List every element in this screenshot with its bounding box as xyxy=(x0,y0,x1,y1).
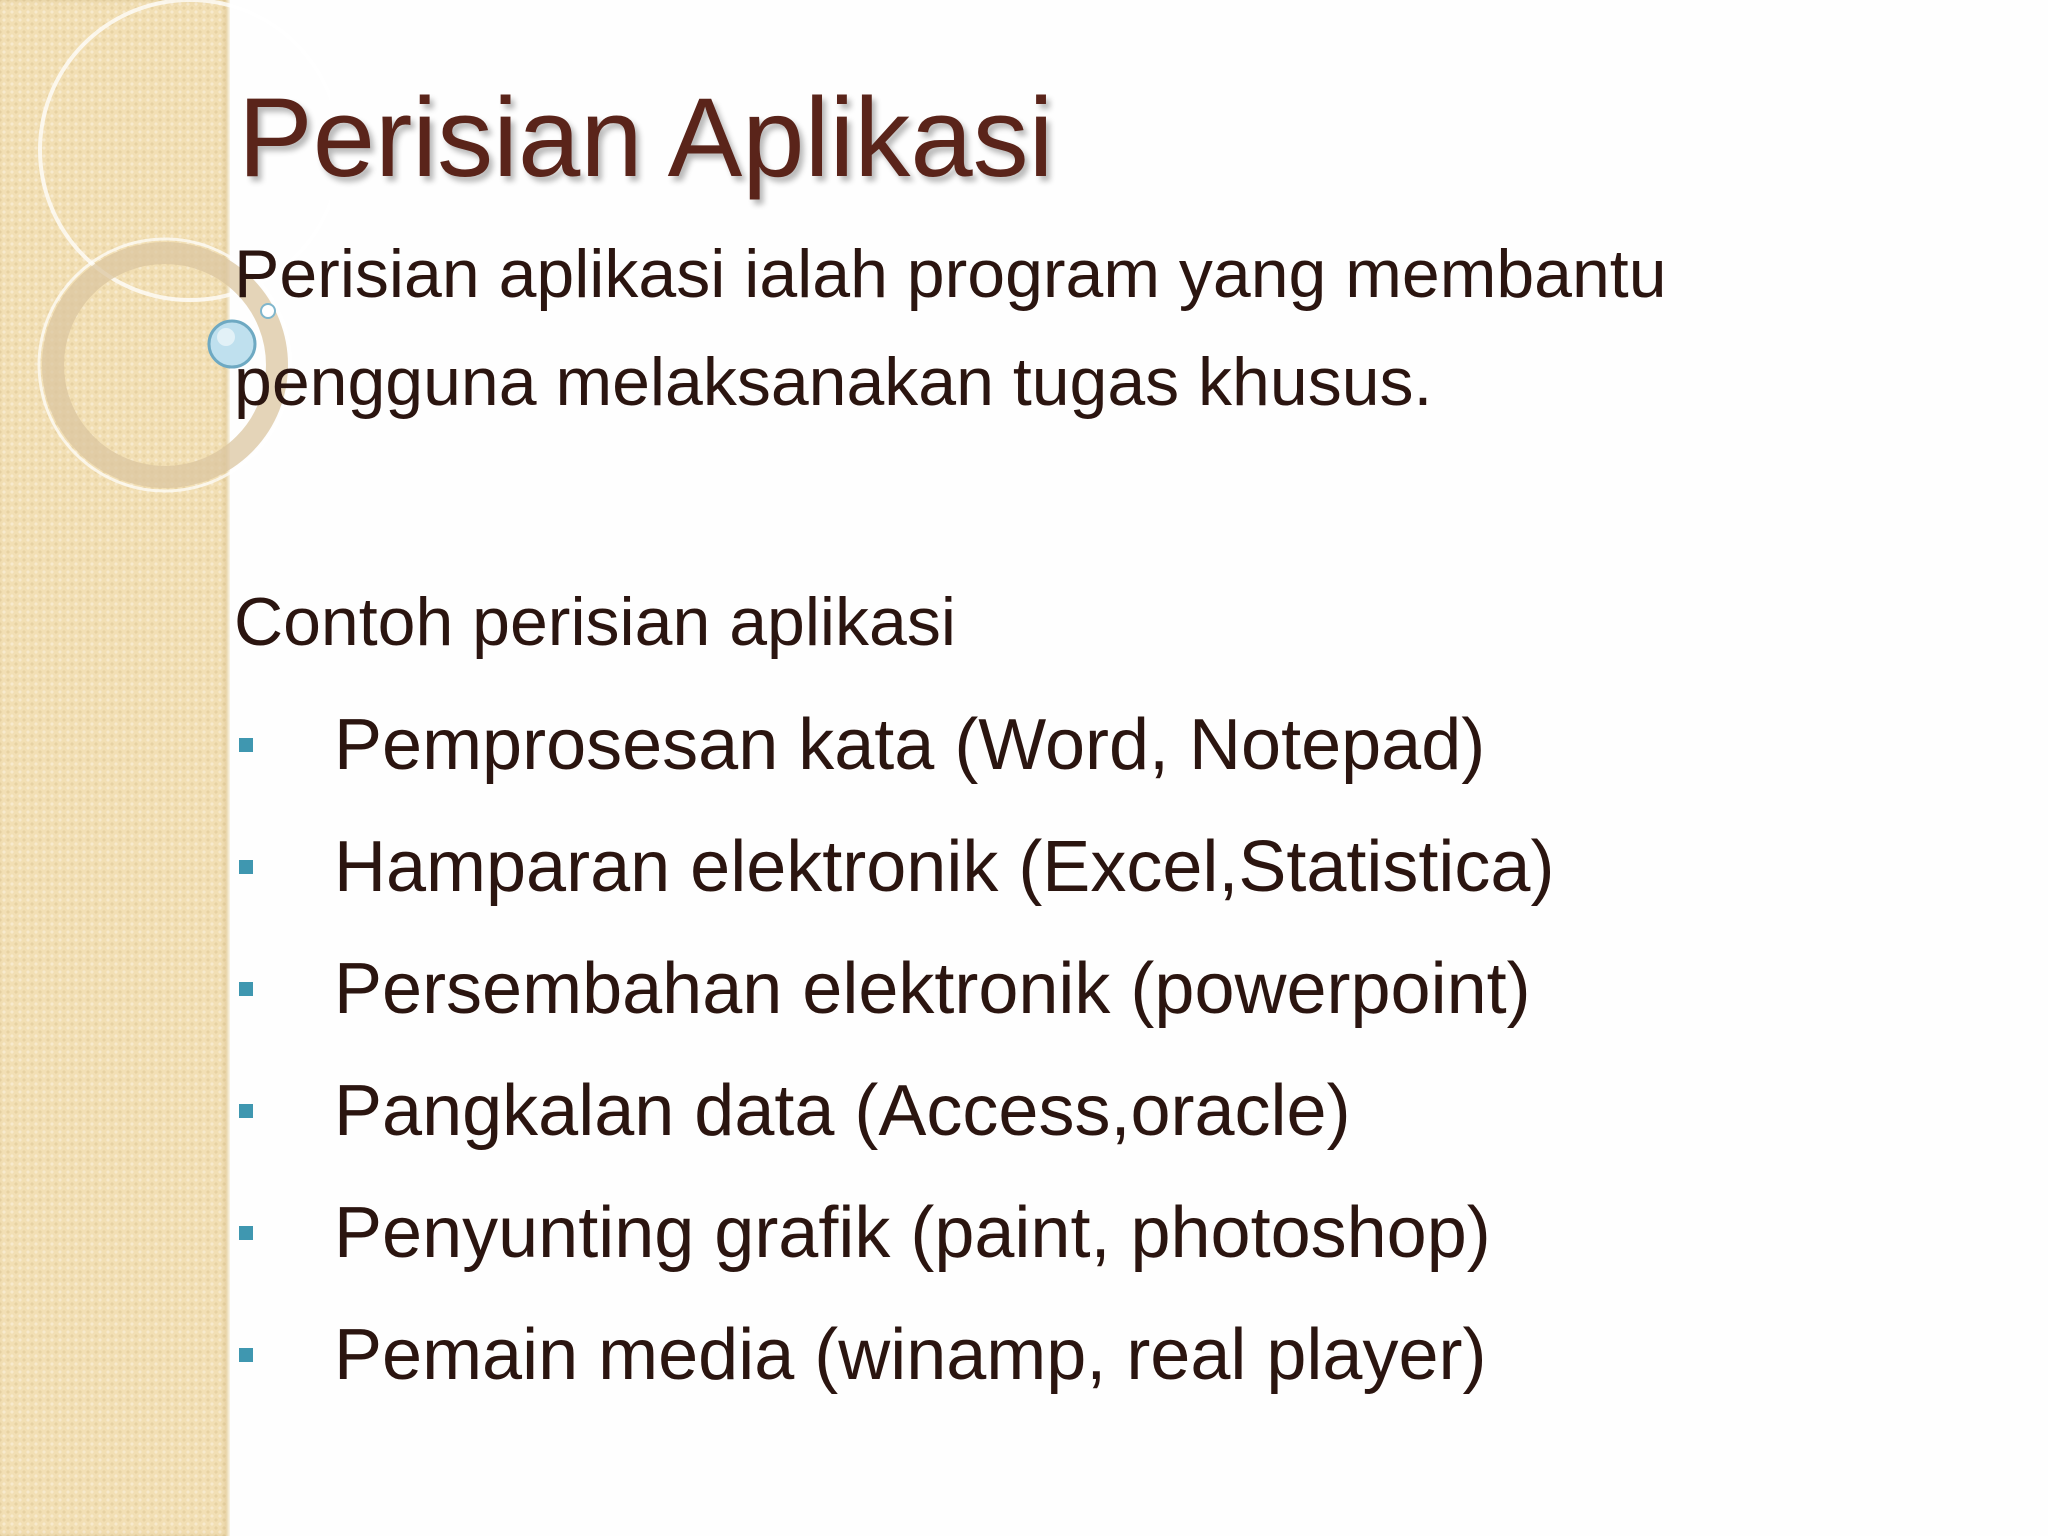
list-item-label: Hamparan elektronik (Excel,Statistica) xyxy=(334,827,1555,907)
square-bullet-icon xyxy=(239,1226,253,1240)
square-bullet-icon xyxy=(239,860,253,874)
list-item-label: Persembahan elektronik (powerpoint) xyxy=(334,949,1531,1029)
square-bullet-icon xyxy=(239,738,253,752)
intro-line-2: pengguna melaksanakan tugas khusus. xyxy=(234,344,1433,420)
slide-title: Perisian Aplikasi xyxy=(238,75,1054,200)
list-item-label: Penyunting grafik (paint, photoshop) xyxy=(334,1193,1491,1273)
square-bullet-icon xyxy=(239,1348,253,1362)
list-item-label: Pangkalan data (Access,oracle) xyxy=(334,1071,1351,1151)
square-bullet-icon xyxy=(239,982,253,996)
list-heading: Contoh perisian aplikasi xyxy=(234,584,956,660)
list-item-label: Pemain media (winamp, real player) xyxy=(334,1315,1487,1395)
square-bullet-icon xyxy=(239,1104,253,1118)
intro-line-1: Perisian aplikasi ialah program yang membantu xyxy=(234,236,1667,312)
list-item-label: Pemprosesan kata (Word, Notepad) xyxy=(334,705,1486,785)
